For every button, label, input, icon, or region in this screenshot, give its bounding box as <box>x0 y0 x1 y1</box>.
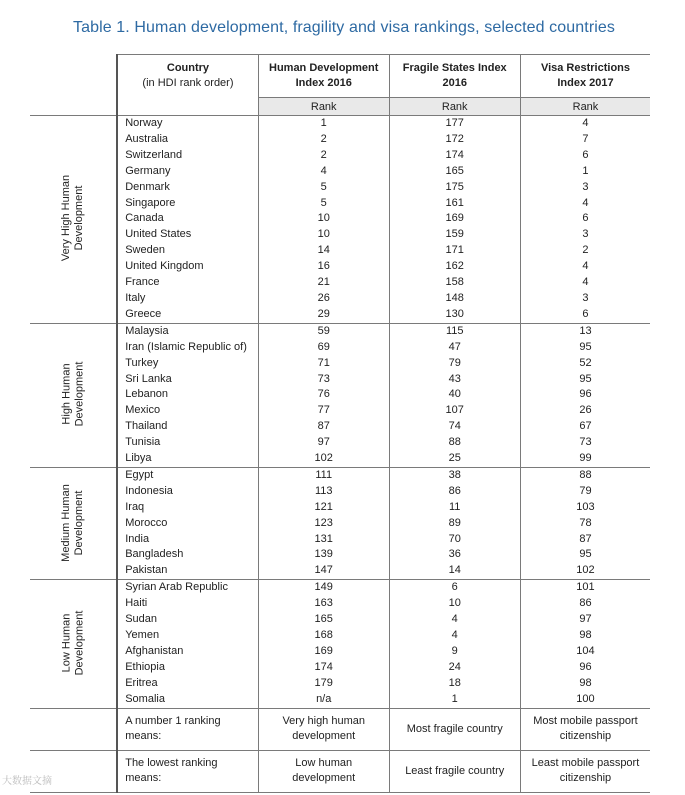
group-label-line1: Medium Human <box>60 483 73 562</box>
hdi-rank: 168 <box>258 628 389 644</box>
country-name: Iran (Islamic Republic of) <box>117 340 258 356</box>
table-row <box>30 291 650 307</box>
footer-hdi: Very high human development <box>258 708 389 750</box>
table-row <box>30 644 650 660</box>
table-row <box>30 211 650 227</box>
vri-rank: 73 <box>520 435 650 451</box>
fsi-rank: 43 <box>389 372 520 388</box>
vri-rank: 2 <box>520 243 650 259</box>
vri-rank: 4 <box>520 196 650 212</box>
fsi-rank: 165 <box>389 164 520 180</box>
fsi-rank: 4 <box>389 628 520 644</box>
vri-rank: 78 <box>520 516 650 532</box>
header-hdi: Human Development Index 2016 <box>258 55 389 98</box>
vri-rank: 6 <box>520 148 650 164</box>
vri-rank: 95 <box>520 372 650 388</box>
table-row <box>30 227 650 243</box>
table-row <box>30 676 650 692</box>
table-row <box>30 692 650 708</box>
fsi-rank: 36 <box>389 547 520 563</box>
hdi-rank: 102 <box>258 451 389 467</box>
fsi-rank: 25 <box>389 451 520 467</box>
table-row <box>30 196 650 212</box>
header-country <box>117 55 258 98</box>
hdi-rank: 2 <box>258 148 389 164</box>
table-row <box>30 563 650 579</box>
hdi-rank: 16 <box>258 259 389 275</box>
vri-rank: 7 <box>520 132 650 148</box>
hdi-rank: 111 <box>258 467 389 483</box>
group-label-line1: Very High Human <box>60 175 73 262</box>
hdi-rank: 149 <box>258 580 389 596</box>
vri-rank: 3 <box>520 227 650 243</box>
vri-rank: 79 <box>520 484 650 500</box>
table-row <box>30 532 650 548</box>
rank-blank-country <box>117 98 258 116</box>
country-name: Tunisia <box>117 435 258 451</box>
table-row <box>30 340 650 356</box>
fsi-rank: 14 <box>389 563 520 579</box>
hdi-rank: 29 <box>258 307 389 323</box>
vri-rank: 1 <box>520 164 650 180</box>
group-label-line2: Development <box>73 490 86 556</box>
group-label-text <box>60 175 86 261</box>
fsi-rank: 24 <box>389 660 520 676</box>
footer-row <box>30 750 650 792</box>
table-row <box>30 628 650 644</box>
group-label <box>30 580 117 708</box>
fsi-rank: 162 <box>389 259 520 275</box>
country-name: Libya <box>117 451 258 467</box>
header-blank <box>30 55 117 98</box>
vri-rank: 104 <box>520 644 650 660</box>
hdi-rank: 174 <box>258 660 389 676</box>
country-name: Australia <box>117 132 258 148</box>
hdi-rank: 123 <box>258 516 389 532</box>
fsi-rank: 115 <box>389 323 520 339</box>
group-label-text <box>60 484 86 562</box>
country-name: Thailand <box>117 419 258 435</box>
fsi-rank: 172 <box>389 132 520 148</box>
country-name: Singapore <box>117 196 258 212</box>
hdi-rank: 147 <box>258 563 389 579</box>
hdi-rank: n/a <box>258 692 389 708</box>
header-row <box>30 55 650 98</box>
vri-rank: 102 <box>520 563 650 579</box>
country-name: United Kingdom <box>117 259 258 275</box>
vri-rank: 95 <box>520 340 650 356</box>
table-row <box>30 403 650 419</box>
table-row <box>30 180 650 196</box>
country-name: Pakistan <box>117 563 258 579</box>
fsi-rank: 47 <box>389 340 520 356</box>
country-name: Ethiopia <box>117 660 258 676</box>
country-name: Turkey <box>117 356 258 372</box>
table-row <box>30 612 650 628</box>
country-name: Lebanon <box>117 387 258 403</box>
fsi-rank: 18 <box>389 676 520 692</box>
vri-rank: 6 <box>520 307 650 323</box>
country-name: Switzerland <box>117 148 258 164</box>
vri-rank: 97 <box>520 612 650 628</box>
fsi-rank: 171 <box>389 243 520 259</box>
rank-label-hdi: Rank <box>258 98 389 116</box>
vri-rank: 4 <box>520 259 650 275</box>
table-row <box>30 164 650 180</box>
watermark-text: 大数据文摘 <box>2 776 52 787</box>
hdi-rank: 76 <box>258 387 389 403</box>
fsi-rank: 11 <box>389 500 520 516</box>
table-title: Table 1. Human development, fragility and visa rankings, selected countries <box>73 19 616 36</box>
country-name: Germany <box>117 164 258 180</box>
hdi-rank: 131 <box>258 532 389 548</box>
hdi-rank: 5 <box>258 196 389 212</box>
vri-rank: 100 <box>520 692 650 708</box>
fsi-rank: 10 <box>389 596 520 612</box>
fsi-rank: 70 <box>389 532 520 548</box>
header-country-label: Country <box>166 62 210 75</box>
rank-label-vri: Rank <box>520 98 650 116</box>
table-row <box>30 356 650 372</box>
fsi-rank: 158 <box>389 275 520 291</box>
table-row <box>30 259 650 275</box>
fsi-rank: 1 <box>389 692 520 708</box>
table-row <box>30 419 650 435</box>
country-name: Mexico <box>117 403 258 419</box>
rank-label-fsi: Rank <box>389 98 520 116</box>
vri-rank: 101 <box>520 580 650 596</box>
country-name: Italy <box>117 291 258 307</box>
hdi-rank: 71 <box>258 356 389 372</box>
vri-rank: 67 <box>520 419 650 435</box>
table-row <box>30 148 650 164</box>
fsi-rank: 148 <box>389 291 520 307</box>
fsi-rank: 177 <box>389 116 520 132</box>
country-name: Denmark <box>117 180 258 196</box>
group-label <box>30 467 117 579</box>
table-row <box>30 435 650 451</box>
header-country-sub: (in HDI rank order) <box>142 77 234 90</box>
fsi-rank: 4 <box>389 612 520 628</box>
group-label-text <box>60 362 86 427</box>
group-label-line1: Low Human <box>60 613 73 673</box>
fsi-rank: 74 <box>389 419 520 435</box>
group-label-text <box>60 611 86 676</box>
fsi-rank: 159 <box>389 227 520 243</box>
country-name: Greece <box>117 307 258 323</box>
footer-fsi: Least fragile country <box>389 750 520 792</box>
vri-rank: 4 <box>520 275 650 291</box>
hdi-rank: 113 <box>258 484 389 500</box>
hdi-rank: 73 <box>258 372 389 388</box>
fsi-rank: 174 <box>389 148 520 164</box>
vri-rank: 87 <box>520 532 650 548</box>
hdi-rank: 21 <box>258 275 389 291</box>
group-label <box>30 116 117 324</box>
hdi-rank: 1 <box>258 116 389 132</box>
footer-vri: Most mobile passport citizenship <box>520 708 650 750</box>
vri-rank: 88 <box>520 467 650 483</box>
fsi-rank: 107 <box>389 403 520 419</box>
rankings-table <box>30 54 650 793</box>
hdi-rank: 2 <box>258 132 389 148</box>
country-name: Bangladesh <box>117 547 258 563</box>
hdi-rank: 165 <box>258 612 389 628</box>
footer-fsi: Most fragile country <box>389 708 520 750</box>
hdi-rank: 10 <box>258 227 389 243</box>
country-name: India <box>117 532 258 548</box>
country-name: Somalia <box>117 692 258 708</box>
table-row <box>30 116 650 132</box>
hdi-rank: 121 <box>258 500 389 516</box>
group-label-line2: Development <box>73 361 86 427</box>
hdi-rank: 5 <box>258 180 389 196</box>
fsi-rank: 79 <box>389 356 520 372</box>
hdi-rank: 87 <box>258 419 389 435</box>
hdi-rank: 4 <box>258 164 389 180</box>
vri-rank: 86 <box>520 596 650 612</box>
country-name: Morocco <box>117 516 258 532</box>
rank-blank <box>30 98 117 116</box>
table-row <box>30 547 650 563</box>
fsi-rank: 130 <box>389 307 520 323</box>
country-name: Sweden <box>117 243 258 259</box>
table-row <box>30 660 650 676</box>
vri-rank: 3 <box>520 291 650 307</box>
vri-rank: 98 <box>520 676 650 692</box>
hdi-rank: 59 <box>258 323 389 339</box>
hdi-rank: 163 <box>258 596 389 612</box>
footer-vri: Least mobile passport citizenship <box>520 750 650 792</box>
vri-rank: 6 <box>520 211 650 227</box>
group-label <box>30 323 117 467</box>
table-row <box>30 484 650 500</box>
header-vri: Visa Restrictions Index 2017 <box>520 55 650 98</box>
vri-rank: 96 <box>520 660 650 676</box>
table-row <box>30 372 650 388</box>
fsi-rank: 88 <box>389 435 520 451</box>
header-fsi: Fragile States Index 2016 <box>389 55 520 98</box>
country-name: Afghanistan <box>117 644 258 660</box>
hdi-rank: 69 <box>258 340 389 356</box>
fsi-rank: 38 <box>389 467 520 483</box>
table-row <box>30 275 650 291</box>
hdi-rank: 169 <box>258 644 389 660</box>
country-name: Sri Lanka <box>117 372 258 388</box>
fsi-rank: 169 <box>389 211 520 227</box>
hdi-rank: 77 <box>258 403 389 419</box>
country-name: Indonesia <box>117 484 258 500</box>
vri-rank: 52 <box>520 356 650 372</box>
country-name: Sudan <box>117 612 258 628</box>
country-name: Eritrea <box>117 676 258 692</box>
vri-rank: 13 <box>520 323 650 339</box>
group-label-line2: Development <box>73 186 86 251</box>
table-row <box>30 243 650 259</box>
hdi-rank: 26 <box>258 291 389 307</box>
fsi-rank: 6 <box>389 580 520 596</box>
country-name: France <box>117 275 258 291</box>
country-name: United States <box>117 227 258 243</box>
table-row <box>30 516 650 532</box>
rank-subheader-row <box>30 98 650 116</box>
table-row <box>30 451 650 467</box>
vri-rank: 3 <box>520 180 650 196</box>
hdi-rank: 97 <box>258 435 389 451</box>
hdi-rank: 14 <box>258 243 389 259</box>
country-name: Iraq <box>117 500 258 516</box>
table-row <box>30 580 650 596</box>
country-name: Canada <box>117 211 258 227</box>
fsi-rank: 9 <box>389 644 520 660</box>
footer-row <box>30 708 650 750</box>
footer-label: A number 1 ranking means: <box>117 708 258 750</box>
vri-rank: 103 <box>520 500 650 516</box>
table-row <box>30 596 650 612</box>
table-row <box>30 500 650 516</box>
hdi-rank: 179 <box>258 676 389 692</box>
table-row <box>30 323 650 339</box>
fsi-rank: 86 <box>389 484 520 500</box>
country-name: Egypt <box>117 467 258 483</box>
country-name: Syrian Arab Republic <box>117 580 258 596</box>
vri-rank: 98 <box>520 628 650 644</box>
hdi-rank: 139 <box>258 547 389 563</box>
country-name: Haiti <box>117 596 258 612</box>
fsi-rank: 89 <box>389 516 520 532</box>
hdi-rank: 10 <box>258 211 389 227</box>
country-name: Malaysia <box>117 323 258 339</box>
table-row <box>30 467 650 483</box>
footer-blank <box>30 708 117 750</box>
table-row <box>30 387 650 403</box>
fsi-rank: 175 <box>389 180 520 196</box>
table-row <box>30 307 650 323</box>
group-label-line2: Development <box>73 610 86 676</box>
fsi-rank: 161 <box>389 196 520 212</box>
footer-label: The lowest ranking means: <box>117 750 258 792</box>
vri-rank: 99 <box>520 451 650 467</box>
fsi-rank: 40 <box>389 387 520 403</box>
vri-rank: 95 <box>520 547 650 563</box>
group-label-line1: High Human <box>60 363 73 425</box>
country-name: Norway <box>117 116 258 132</box>
country-name: Yemen <box>117 628 258 644</box>
table-row <box>30 132 650 148</box>
vri-rank: 96 <box>520 387 650 403</box>
vri-rank: 26 <box>520 403 650 419</box>
vri-rank: 4 <box>520 116 650 132</box>
footer-hdi: Low human development <box>258 750 389 792</box>
